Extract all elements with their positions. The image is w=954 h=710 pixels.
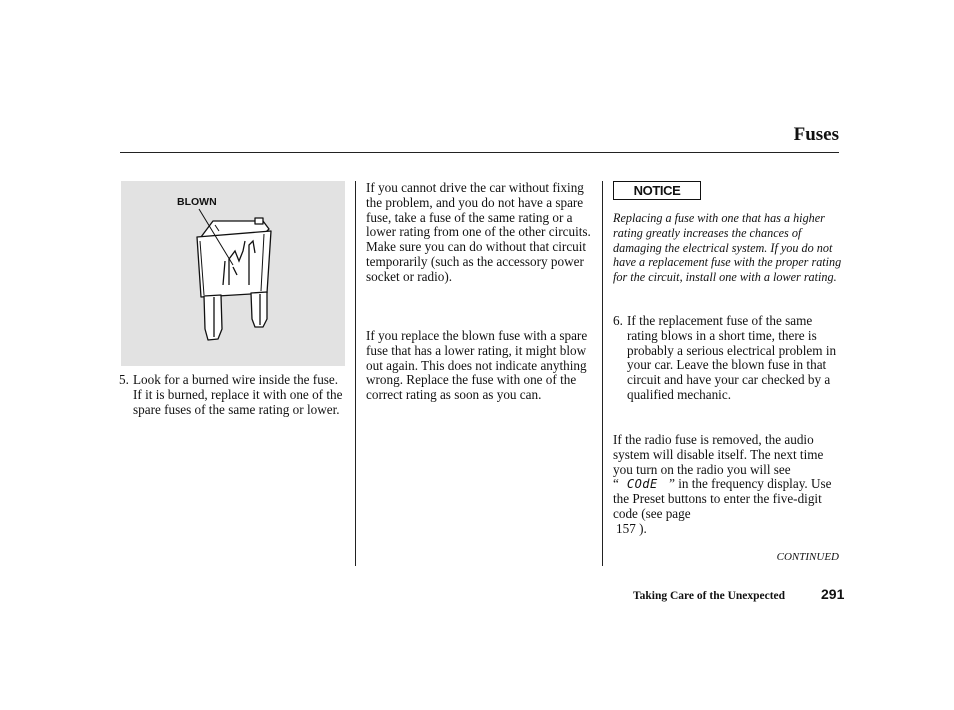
blown-fuse-drawing xyxy=(121,181,345,366)
radio-code-display: COdE xyxy=(626,477,658,492)
section-footer: Taking Care of the Unexpected xyxy=(633,590,786,602)
column-divider-2 xyxy=(602,181,603,566)
column-2-paragraph-2: If you replace the blown fuse with a spare fuse that has a lower rating, it might blow out again. This does not indicate anything wrong. Replace the fuse with one of the correct rating as soon as you can. xyxy=(366,328,588,403)
step-5 xyxy=(119,373,345,417)
column-divider-1 xyxy=(355,181,356,566)
radio-text-start: If the radio fuse is removed, the audio system will disable itself. The next time you turn on the radio you will see “ xyxy=(613,432,824,492)
continued-label: CONTINUED xyxy=(776,551,839,563)
radio-text-end: ). xyxy=(639,520,647,536)
notice-badge: NOTICE xyxy=(613,181,701,200)
title-rule xyxy=(120,152,839,153)
column-2-paragraph-1: If you cannot drive the car without fixing the problem, and you do not have a spare fuse, take a fuse of the same rating or a lower rating from one of the other circuits. Make sure you can do without that circuit temporarily (such as the accessory power socket or radio). xyxy=(366,180,591,284)
radio-text-middle: ” in the frequency display. Use the Preset buttons to enter the five-digit code (see page xyxy=(613,476,832,521)
step-6-text: If the replacement fuse of the same rating blows in a short time, there is probably a serious electrical problem in your car. Leave the blown fuse in that circuit and have your car checked by a qualified mechanic. xyxy=(627,313,837,402)
step-5-number: 5. xyxy=(119,372,129,387)
radio-fuse-paragraph xyxy=(613,433,835,537)
page-title: Fuses xyxy=(793,124,839,145)
step-5-text: Look for a burned wire inside the fuse. If it is burned, replace it with one of the spare fuses of the same rating or lower. xyxy=(133,372,343,417)
blown-label: BLOWN xyxy=(177,196,217,208)
step-6-number: 6. xyxy=(613,313,623,328)
fuse-illustration xyxy=(121,181,345,366)
step-6 xyxy=(613,314,839,403)
page-reference-link[interactable]: 157 xyxy=(616,520,636,536)
notice-text: Replacing a fuse with one that has a higher rating greatly increases the chances of damaging the electrical system. If you do not have a replacement fuse with the proper rating for the circuit, install one with a lower rating. xyxy=(613,211,842,285)
page-number: 291 xyxy=(821,586,845,602)
